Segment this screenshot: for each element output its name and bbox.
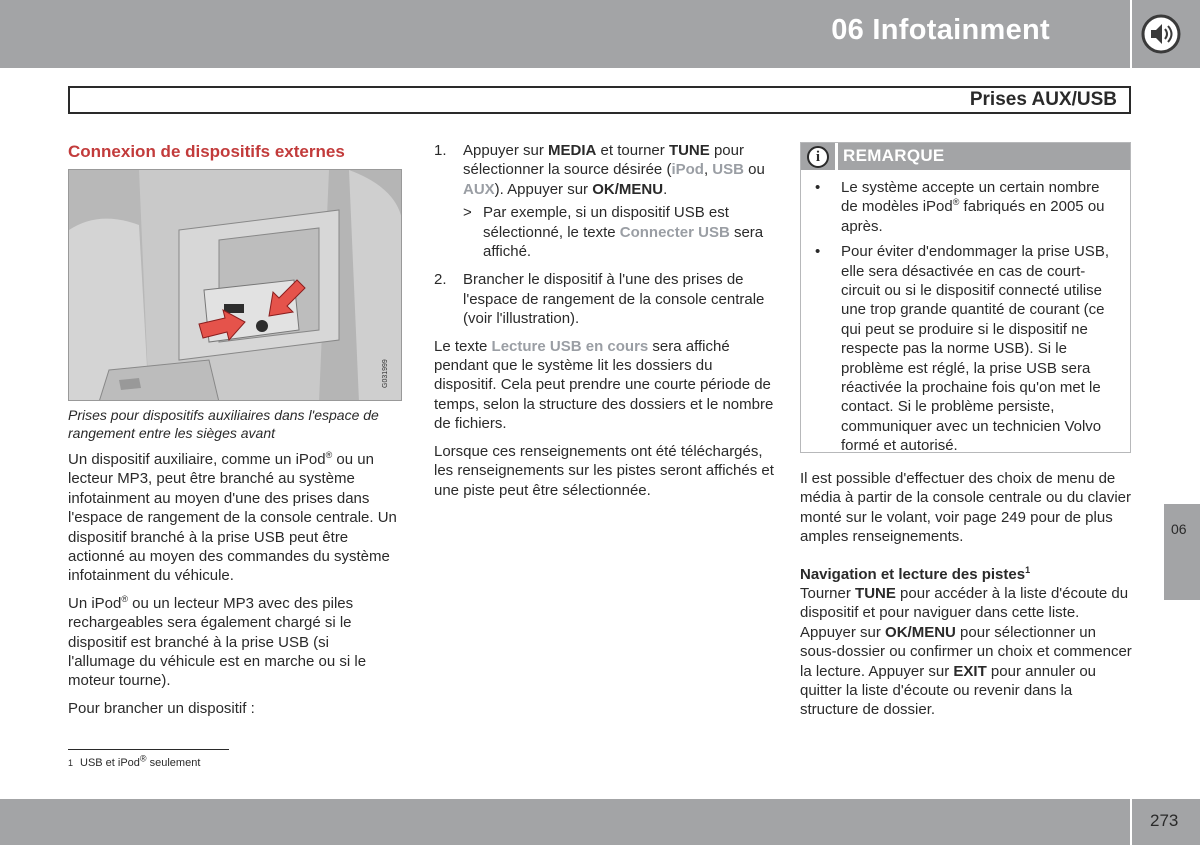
chapter-number: 06: [831, 14, 865, 46]
console-usb-illustration: [68, 169, 402, 401]
column-right: [800, 141, 1132, 720]
column-middle: [434, 141, 774, 500]
paragraph: Tourner TUNE pour accéder à la liste d'écoute du dispositif et pour naviguer dans cette liste. Appuyer sur OK/MENU pour sélectionner un sous-dossier ou confirmer un choix et commencer la lecture. Appuyer sur EXIT pour annuler ou quitter la liste d'écoute ou revenir dans la structure de dossier.: [800, 585, 1132, 719]
note-item: • Pour éviter d'endommager la prise USB, elle sera désactivée en cas de court-circuit ou si le dispositif connecté utilise une trop grande quantité de courant (ce qui peut se produire si le dispositif ne respecte pas la norme USB). Si le problème est réglé, la prise USB sera réactivée la prochaine fois qu'on met le contact. Si le problème persiste, communiquer avec un technicien Volvo formé et autorisé.: [815, 243, 1109, 455]
step-result: > Par exemple, si un dispositif USB est sélectionné, le texte Connecter USB sera affiché.: [463, 204, 764, 261]
note-item: • Le système accepte un certain nombre de modèles iPod® fabriqués en 2005 ou après.: [815, 179, 1105, 235]
step-number: 2.: [434, 271, 447, 289]
page-number-box: [1132, 799, 1200, 845]
footnote-rule: [68, 749, 229, 750]
figure-caption: Prises pour dispositifs auxiliaires dans l'espace de rangement entre les sièges avant: [68, 407, 379, 441]
footer-band: [0, 799, 1130, 845]
figure-code: G031999: [382, 359, 389, 388]
header-band: [0, 0, 1130, 68]
chapter-side-tab: [1164, 504, 1200, 600]
section-title-box: [68, 86, 1131, 114]
page-number: 273: [1150, 811, 1179, 830]
paragraph: Un dispositif auxiliaire, comme un iPod® ou un lecteur MP3, peut être branché au système infotainment au moyen d'une des prises dans l'espace de rangement de la console centrale. Un dispositif branché à la prise USB peut être actionné au moyen des commandes du système infotainment du véhicule.: [68, 450, 397, 585]
console-drawing: [69, 170, 402, 401]
speaker-icon: [1141, 14, 1181, 54]
step-item: 1. Appuyer sur MEDIA et tourner TUNE pour sélectionner la source désirée (iPod, USB ou AUX). Appuyer sur OK/MENU. > Par exemple, si un dispositif USB est sélectionné, le texte Connecter USB sera affiché.: [434, 141, 774, 261]
paragraph: Un iPod® ou un lecteur MP3 avec des piles rechargeables sera également chargé si le dispositif est branché à la prise USB (si l'allumage du véhicule est en marche ou si le moteur tourne).: [68, 593, 367, 690]
note-list: [801, 170, 1130, 456]
step-item: 2. Brancher le dispositif à l'une des prises de l'espace de rangement de la console centrale (voir l'illustration).: [434, 271, 765, 328]
column-left: [68, 141, 400, 718]
paragraph: Le texte Lecture USB en cours sera affiché pendant que le système lit les dossiers du dispositif. Cela peut prendre une courte période de temps, selon la structure des dossiers et le nombre de fichiers.: [434, 337, 774, 433]
steps-list: [434, 141, 774, 329]
subsection-heading: Navigation et lecture des pistes$^1$: [800, 564, 1031, 583]
paragraph: Pour brancher un dispositif :: [68, 699, 255, 717]
side-tab-label: 06: [1171, 521, 1187, 537]
info-icon: i: [807, 146, 829, 168]
chapter-name: Infotainment: [872, 14, 1050, 46]
note-box: [800, 142, 1131, 453]
footnote: 1 USB et iPod® seulement: [68, 753, 201, 769]
chapter-title: [831, 14, 1050, 47]
paragraph: Lorsque ces renseignements ont été téléchargés, les renseignements sur les pistes seront affichés et une piste peut être sélectionnée.: [434, 442, 774, 499]
note-divider: [835, 143, 838, 170]
note-title: REMARQUE: [843, 146, 945, 165]
section-title: Prises AUX/USB: [969, 89, 1117, 110]
paragraph: Il est possible d'effectuer des choix de menu de média à partir de la console centrale ou du clavier monté sur le volant, voir page 249 pour de plus amples renseignements.: [800, 470, 1132, 546]
section-heading: Connexion de dispositifs externes: [68, 142, 345, 161]
note-header: [801, 143, 1130, 170]
step-number: 1.: [434, 142, 447, 159]
